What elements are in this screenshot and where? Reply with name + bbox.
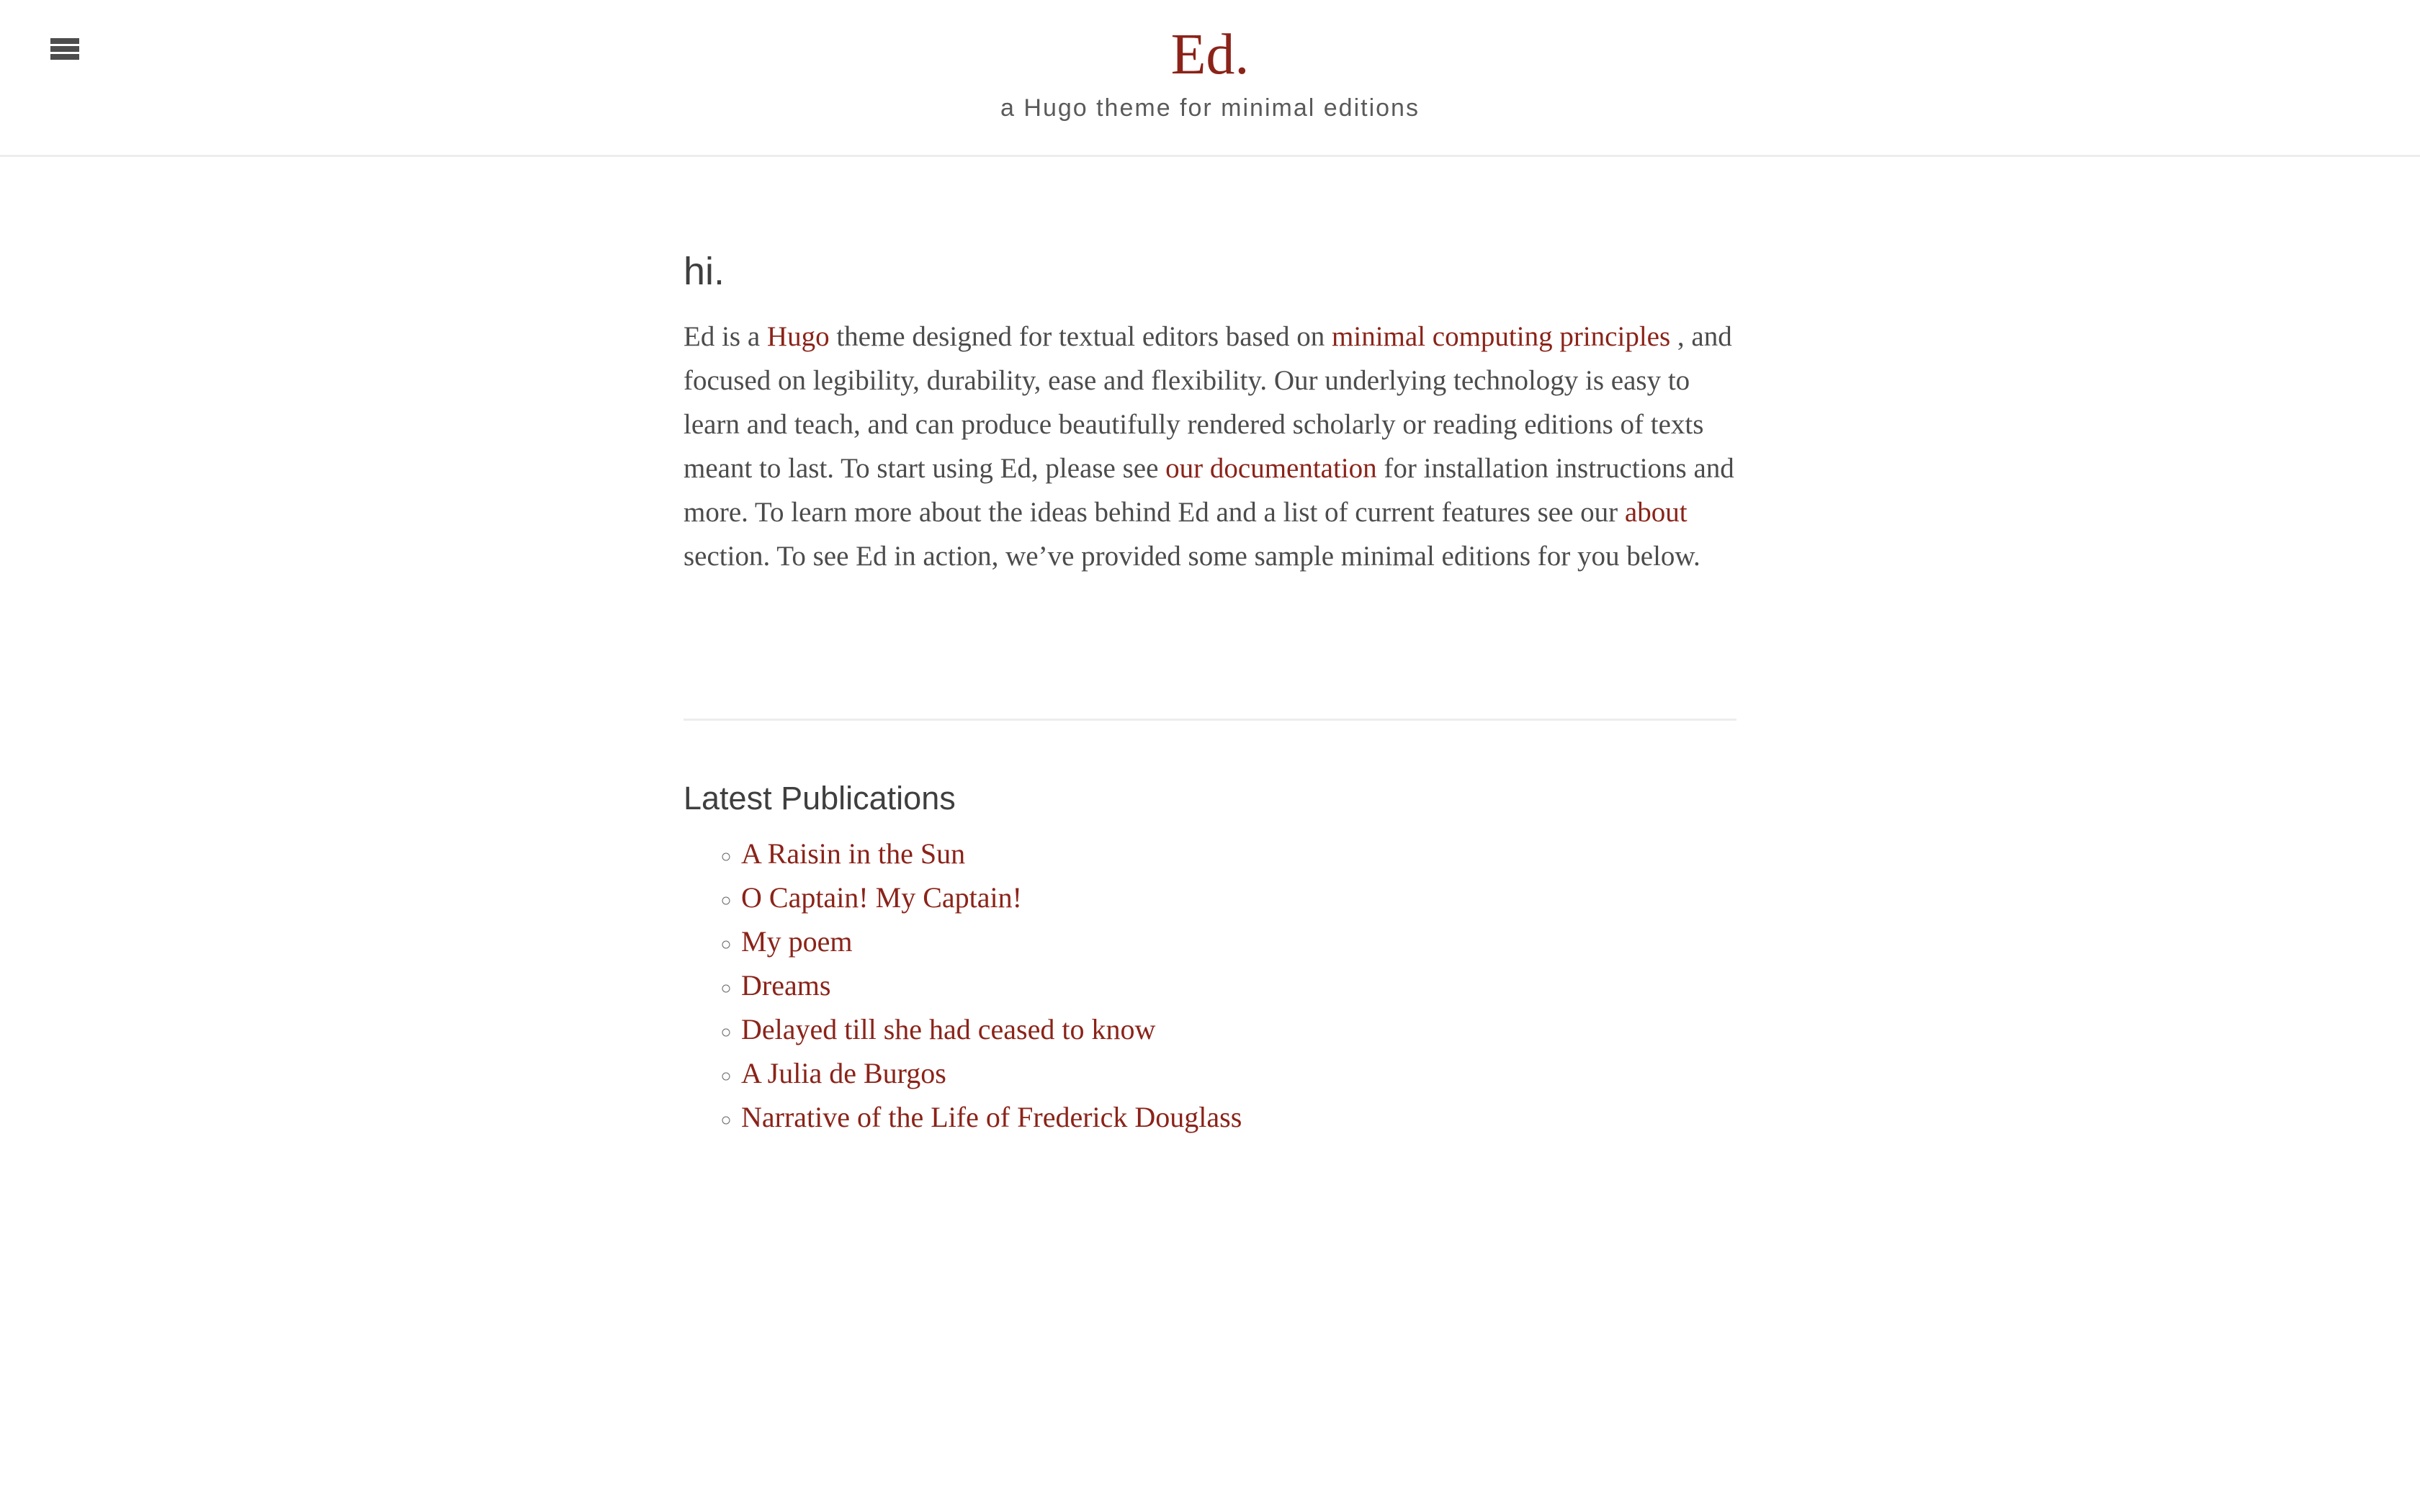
text-run: theme designed for textual editors based on: [829, 321, 1332, 353]
publication-link[interactable]: Narrative of the Life of Frederick Douglass: [741, 1100, 1242, 1133]
intro-paragraph: [684, 315, 1736, 578]
inline-link[interactable]: our documentation: [1165, 453, 1377, 485]
publication-item: [741, 832, 1736, 876]
publications-heading: Latest Publications: [684, 780, 956, 817]
publications-list: [684, 832, 1736, 1139]
content: [684, 251, 1736, 1139]
section-divider: [684, 719, 1736, 721]
inline-link[interactable]: minimal computing principles: [1332, 321, 1671, 353]
publication-item: [741, 963, 1736, 1007]
publication-item: [741, 919, 1736, 963]
publications-section: [684, 780, 1736, 1139]
publication-item: [741, 1007, 1736, 1051]
site-title: [0, 23, 2420, 86]
page-heading: hi.: [684, 249, 725, 293]
publication-item: [741, 1051, 1736, 1095]
inline-link[interactable]: about: [1624, 497, 1688, 528]
publication-link[interactable]: Delayed till she had ceased to know: [741, 1012, 1156, 1045]
publication-item: [741, 876, 1736, 919]
text-run: section. To see Ed in action, we’ve provided some sample minimal editions for you below.: [684, 541, 1700, 572]
hamburger-icon: [50, 46, 79, 52]
text-run: Ed is a: [684, 321, 767, 353]
hamburger-icon: [50, 54, 79, 60]
inline-link[interactable]: Hugo: [766, 321, 830, 353]
publication-link[interactable]: Dreams: [741, 968, 831, 1002]
intro-section: [684, 251, 1736, 578]
publication-link[interactable]: My poem: [741, 924, 853, 958]
site-title-link[interactable]: Ed.: [1170, 23, 1250, 86]
publication-link[interactable]: O Captain! My Captain!: [741, 881, 1022, 914]
hamburger-icon: [50, 38, 79, 44]
publication-link[interactable]: A Raisin in the Sun: [741, 837, 966, 870]
site-subtitle: a Hugo theme for minimal editions: [1000, 94, 1420, 122]
hamburger-menu-button[interactable]: [50, 38, 79, 60]
publication-item: [741, 1095, 1736, 1139]
publication-link[interactable]: A Julia de Burgos: [741, 1056, 946, 1089]
site-header: [0, 0, 2420, 157]
text-run: , and focused on legibility, durability, ease and flexibility. Our underlying technology is easy to learn and teach, and can produce beautifully rendered scholarly or reading editions of texts meant to last. To start using Ed, please see: [684, 321, 1732, 485]
text-run: for installation instructions and more. To learn more about the ideas behind Ed and a list of current features see our: [684, 453, 1734, 528]
